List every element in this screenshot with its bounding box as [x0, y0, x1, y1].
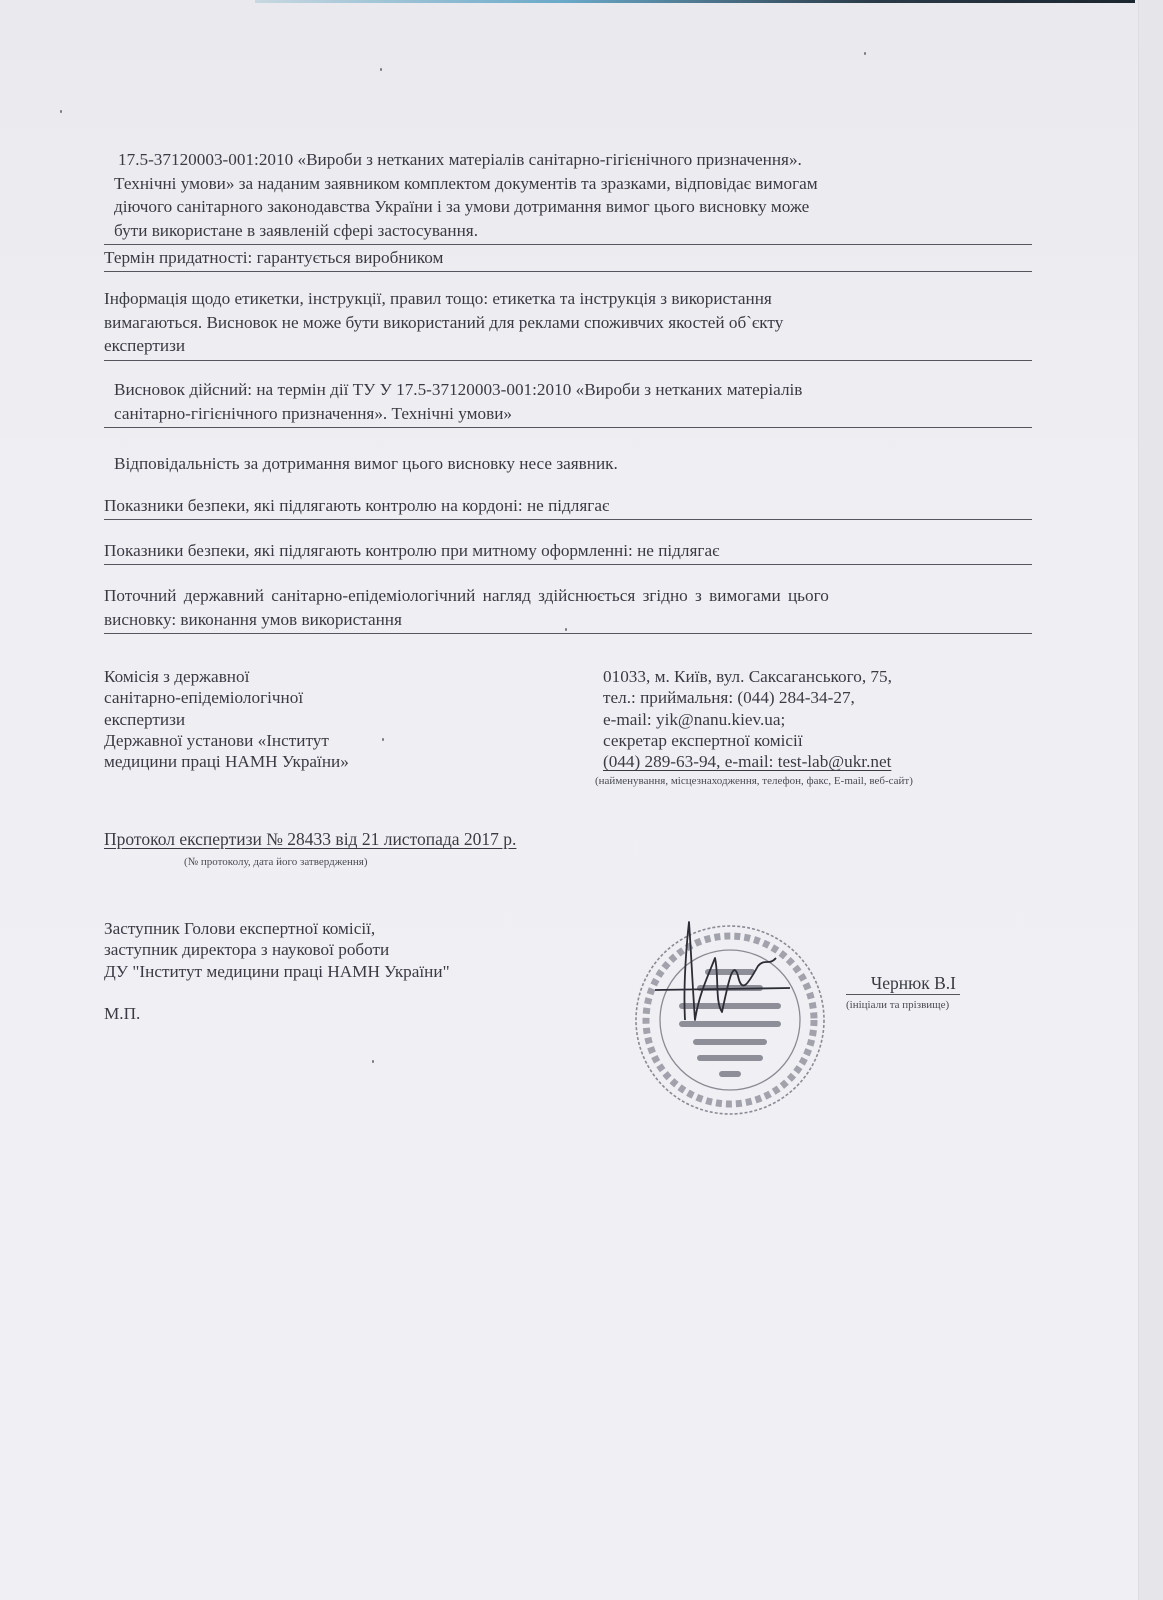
divider [104, 427, 1032, 428]
shelf-life [104, 246, 1032, 270]
scan-edge-right [1138, 0, 1163, 1600]
customs-control [104, 539, 1032, 563]
text-line: експертизи [104, 336, 186, 355]
text-line: санітарно-гігієнічного призначення». Технічні умови» [114, 403, 512, 423]
email: e-mail: yik@nanu.kiev.ua; [603, 709, 786, 729]
divider [104, 271, 1032, 272]
protocol-caption: (№ протоколу, дата його затвердження) [184, 856, 368, 868]
scan-speck [380, 68, 382, 71]
scan-speck [372, 1060, 374, 1063]
signatory-title [104, 918, 450, 1024]
secretary-contact: (044) 289-63-94, e-mail: test-lab@ukr.net [603, 752, 892, 772]
conformity-paragraph [104, 148, 1032, 242]
stamp-outer-ring [636, 926, 824, 1114]
text-line: Показники безпеки, які підлягають контролю на кордоні: не підлягає [104, 496, 610, 515]
official-stamp [630, 920, 830, 1120]
scan-speck [864, 52, 866, 55]
contact-caption: (найменування, місцезнаходження, телефон, факс, E-mail, веб-сайт) [595, 775, 913, 788]
secretary-label: секретар експертної комісії [603, 730, 803, 750]
text-line: Термін придатності: гарантується виробником [104, 248, 444, 267]
text-line: медицини праці НАМН України» [104, 752, 349, 772]
text-line: Заступник Голови експертної комісії, [104, 919, 376, 938]
border-control [104, 494, 1032, 518]
protocol-line: Протокол експертизи № 28433 від 21 листопада 2017 р. [104, 829, 517, 849]
text-line: Поточний державний санітарно-епідеміологічний нагляд здійснюється згідно з вимогами цього [104, 586, 829, 605]
signatory-name-caption: (ініціали та прізвище) [846, 999, 950, 1011]
divider [104, 244, 1032, 245]
text-line: Показники безпеки, які підлягають контролю при митному оформленні: не підлягає [104, 541, 720, 560]
stamp-outer-lettering [646, 936, 814, 1104]
text-line: ДУ "Інститут медицини праці НАМН України" [104, 961, 450, 981]
text-line: Інформація щодо етикетки, інструкції, правил тощо: етикетка та інструкція з використання [104, 289, 772, 308]
address: 01033, м. Київ, вул. Саксаганського, 75, [603, 667, 892, 686]
commission-name [104, 666, 349, 772]
text-line: Комісія з державної [104, 667, 250, 686]
divider [104, 633, 1032, 634]
text-line: діючого санітарного законодавства України і за умови дотримання вимог цього висновку може [114, 197, 810, 216]
phone: тел.: приймальня: (044) 284-34-27, [603, 688, 855, 708]
commission-contacts [595, 666, 913, 788]
seal-place: М.П. [104, 1003, 141, 1023]
divider [104, 519, 1032, 520]
text-line: вимагаються. Висновок не може бути використаний для реклами споживчих якостей об`єкту [104, 312, 784, 332]
text-line: санітарно-епідеміологічної [104, 688, 304, 708]
text-line: Державної установи «Інститут [104, 730, 329, 750]
stamp-inner-lettering [682, 972, 778, 1074]
text-line: заступник директора з наукової роботи [104, 940, 390, 960]
text-line: висновку: виконання умов використання [104, 609, 402, 629]
text-line: бути використане в заявленій сфері застосування. [114, 220, 478, 240]
supervision [104, 584, 1032, 631]
text-line: Технічні умови» за наданим заявником комплектом документів та зразками, відповідає вимогам [114, 173, 818, 193]
divider [104, 360, 1032, 361]
signatory-name: Чернюк В.І [846, 972, 960, 995]
text-line: експертизи [104, 709, 186, 729]
divider [104, 564, 1032, 565]
scan-speck [60, 110, 62, 113]
scan-speck [382, 738, 384, 741]
text-line: Відповідальність за дотримання вимог цього висновку несе заявник. [114, 454, 618, 473]
validity [104, 378, 1032, 425]
label-info [104, 287, 1032, 358]
responsibility [104, 452, 1032, 476]
text-line: Висновок дійсний: на термін дії ТУ У 17.5-37120003-001:2010 «Вироби з нетканих матеріалів [114, 380, 803, 399]
text-line: 17.5-37120003-001:2010 «Вироби з нетканих матеріалів санітарно-гігієнічного призначення». [118, 150, 802, 169]
scan-edge [255, 0, 1135, 3]
